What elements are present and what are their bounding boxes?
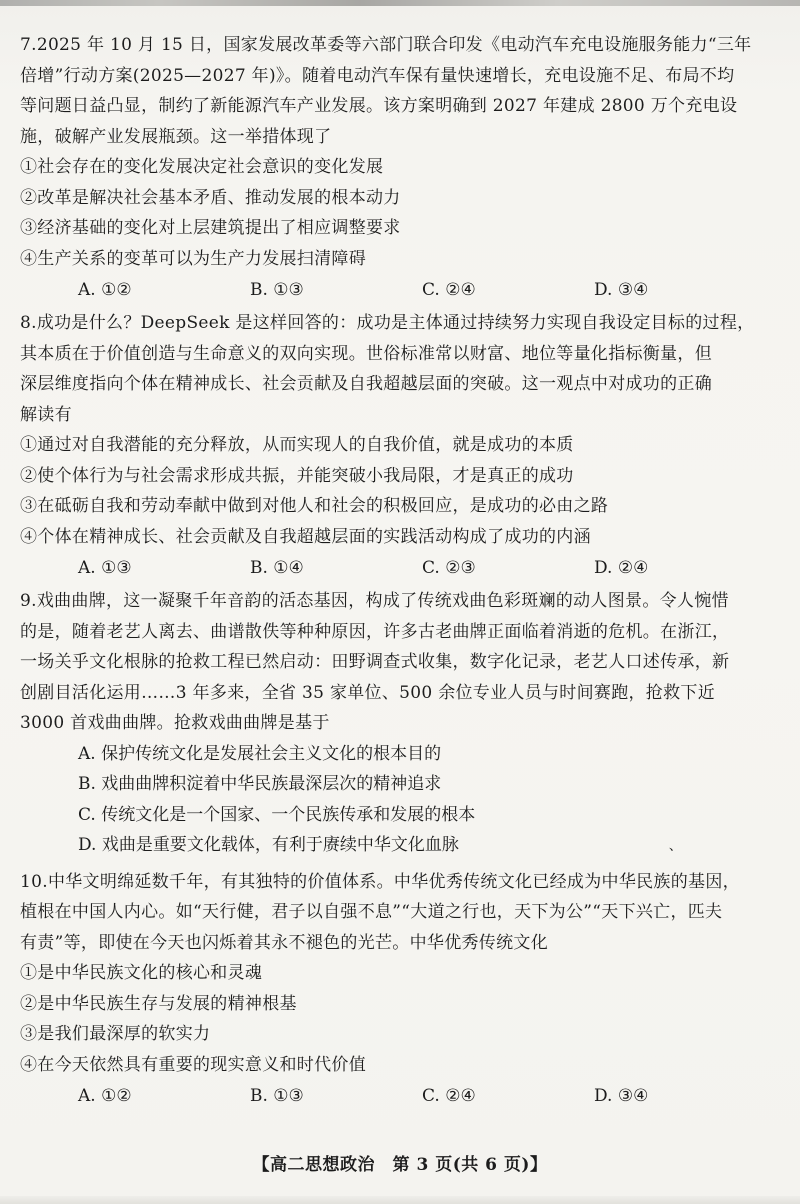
scan-bottom-edge bbox=[0, 1196, 800, 1204]
option-a: A. ①② bbox=[78, 1086, 132, 1106]
question-number: 7. bbox=[20, 35, 37, 55]
option-d: D. ③④ bbox=[594, 280, 649, 300]
stem-line: 深层维度指向个体在精神成长、社会贡献及自我超越层面的突破。这一观点中对成功的正确 bbox=[20, 374, 712, 394]
stem-line: 有责”等，即使在今天也闪烁着其永不褪色的光芒。中华优秀传统文化 bbox=[20, 932, 548, 953]
statement-item: ②是中华民族生存与发展的精神根基 bbox=[20, 993, 297, 1014]
statement-item: ③在砥砺自我和劳动奉献中做到对他人和社会的积极回应，是成功的必由之路 bbox=[20, 496, 609, 516]
question-8 bbox=[20, 308, 780, 584]
statement-item: ②使个体行为与社会需求形成共振，并能突破小我局限，才是真正的成功 bbox=[20, 465, 574, 486]
option-b: B. ①③ bbox=[250, 280, 304, 300]
statement-item: ④在今天依然具有重要的现实意义和时代价值 bbox=[20, 1054, 366, 1075]
stem-line: 创剧目活化运用……3 年多来，全省 35 家单位、500 余位专业人员与时间赛跑，抢救下近 bbox=[20, 682, 716, 703]
stem-line: 3000 首戏曲曲牌。抢救戏曲曲牌是基于 bbox=[20, 713, 330, 733]
page-footer: 【高二思想政治 第 3 页(共 6 页)】 bbox=[252, 1155, 548, 1175]
statement-item: ①通过对自我潜能的充分释放，从而实现人的自我价值，就是成功的本质 bbox=[20, 435, 574, 455]
choice-d-line bbox=[20, 830, 780, 863]
question-number: 8. bbox=[20, 313, 37, 333]
question-8-stem bbox=[20, 308, 780, 430]
stem-line: 施，破解产业发展瓶颈。这一举措体现了 bbox=[20, 126, 332, 147]
question-7-stem bbox=[20, 30, 780, 152]
choice-c: C. 传统文化是一个国家、一个民族传承和发展的根本 bbox=[78, 804, 476, 825]
statement-item: ④生产关系的变革可以为生产力发展扫清障碍 bbox=[20, 248, 366, 269]
stem-line: 戏曲曲牌，这一凝聚千年音韵的活态基因，构成了传统戏曲色彩斑斓的动人图景。令人惋惜 bbox=[36, 591, 729, 611]
option-a: A. ①③ bbox=[78, 558, 132, 578]
question-9-stem bbox=[20, 586, 780, 739]
option-c: C. ②③ bbox=[422, 558, 476, 578]
option-b: B. ①④ bbox=[250, 558, 304, 578]
statement-item: ②改革是解决社会基本矛盾、推动发展的根本动力 bbox=[20, 187, 401, 208]
stem-line: 2025 年 10 月 15 日，国家发展改革委等六部门联合印发《电动汽车充电设施服务能力“三年 bbox=[36, 35, 752, 55]
question-10-stem bbox=[20, 867, 780, 959]
stem-line: 倍增”行动方案(2025—2027 年)》。随着电动汽车保有量快速增长，充电设施不足、布局不均 bbox=[20, 65, 735, 86]
option-a: A. ①② bbox=[78, 280, 132, 300]
answer-options bbox=[20, 274, 780, 306]
stem-line: 中华文明绵延数千年，有其独特的价值体系。中华优秀传统文化已经成为中华民族的基因， bbox=[47, 871, 740, 892]
option-c: C. ②④ bbox=[422, 280, 476, 300]
answer-options bbox=[20, 1080, 780, 1112]
statement-item: ①是中华民族文化的核心和灵魂 bbox=[20, 963, 263, 983]
stem-line: 植根在中国人内心。如“天行健，君子以自强不息”“大道之行也，天下为公”“天下兴亡，匹夫 bbox=[20, 902, 723, 922]
choice-b: B. 戏曲曲牌积淀着中华民族最深层次的精神追求 bbox=[78, 774, 442, 794]
question-number: 10. bbox=[20, 871, 48, 892]
option-b: B. ①③ bbox=[250, 1086, 304, 1106]
stem-line: 一场关乎文化根脉的抢救工程已然启动：田野调查式收集，数字化记录，老艺人口述传承，新 bbox=[20, 652, 730, 672]
stem-line: 其本质在于价值创造与生命意义的双向实现。世俗标准常以财富、地位等量化指标衡量，但 bbox=[20, 343, 712, 364]
stray-mark: 、 bbox=[668, 839, 682, 854]
stem-line: 解读有 bbox=[20, 404, 72, 425]
question-number: 9. bbox=[20, 591, 37, 611]
question-10 bbox=[20, 867, 780, 1113]
question-7 bbox=[20, 30, 780, 306]
scan-top-edge bbox=[0, 0, 800, 6]
choice-d: D. 戏曲是重要文化载体，有利于赓续中华文化血脉 bbox=[78, 835, 459, 855]
stem-line: 等问题日益凸显，制约了新能源汽车产业发展。该方案明确到 2027 年建成 2800 万个充电设 bbox=[20, 96, 738, 116]
option-d: D. ③④ bbox=[594, 1086, 649, 1106]
statement-item: ③经济基础的变化对上层建筑提出了相应调整要求 bbox=[20, 218, 401, 238]
option-c: C. ②④ bbox=[422, 1086, 476, 1106]
statement-item: ④个体在精神成长、社会贡献及自我超越层面的实践活动构成了成功的内涵 bbox=[20, 526, 591, 547]
statement-item: ③是我们最深厚的软实力 bbox=[20, 1024, 211, 1044]
choice-a: A. 保护传统文化是发展社会主义文化的根本目的 bbox=[78, 743, 442, 764]
answer-options bbox=[20, 552, 780, 584]
option-d: D. ②④ bbox=[594, 558, 649, 578]
stem-line: 成功是什么？DeepSeek 是这样回答的：成功是主体通过持续努力实现自我设定目标的过程， bbox=[36, 313, 755, 333]
statement-item: ①社会存在的变化发展决定社会意识的变化发展 bbox=[20, 157, 384, 177]
page-content bbox=[20, 30, 780, 1114]
stem-line: 的是，随着老艺人离去、曲谱散佚等种种原因，许多古老曲牌正面临着消逝的危机。在浙江， bbox=[20, 621, 730, 642]
question-9 bbox=[20, 586, 780, 863]
